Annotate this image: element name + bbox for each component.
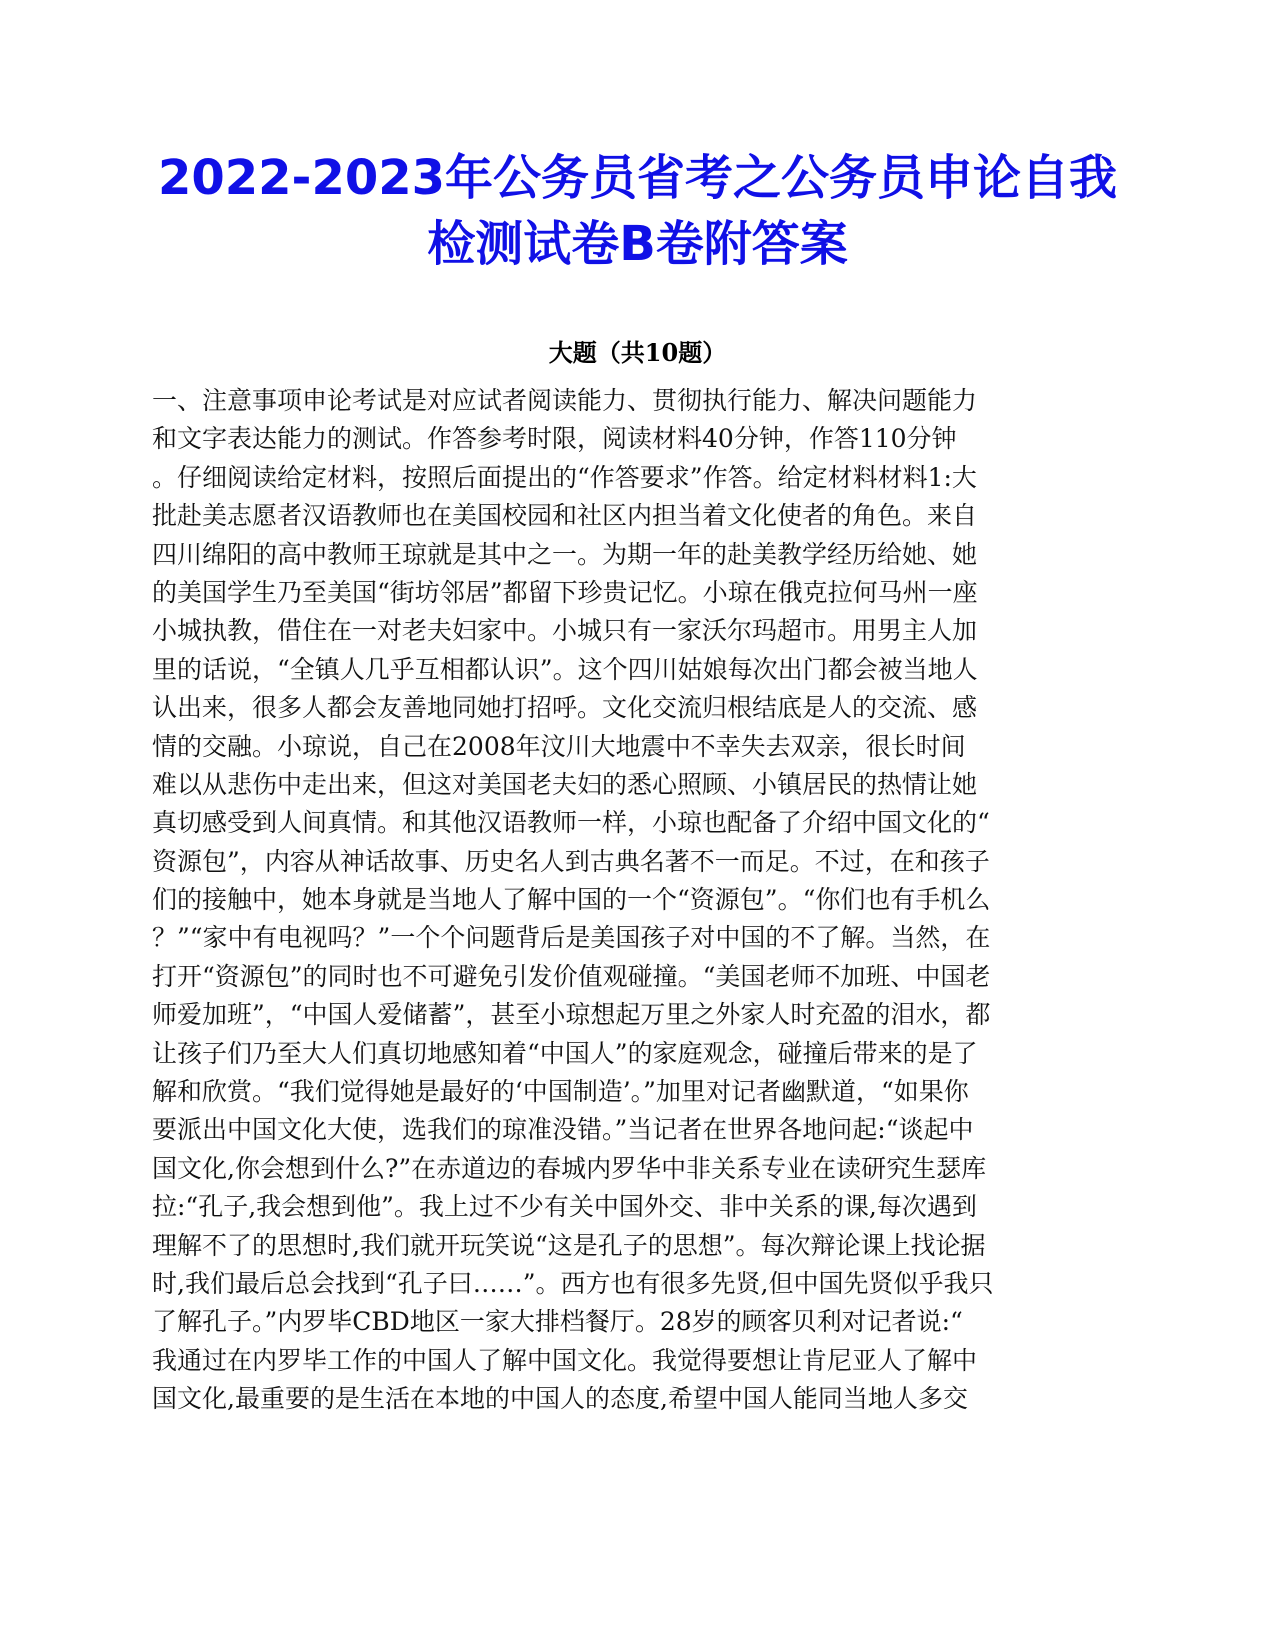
body-text-line: 一、注意事项申论考试是对应试者阅读能力、贯彻执行能力、解决问题能力 (152, 386, 978, 415)
title-line: 检测试卷B卷附答案 (427, 216, 848, 272)
document-title (120, 145, 1155, 277)
body-text-line: 要派出中国文化大使，选我们的琼准没错。”当记者在世界各地问起:“谈起中 (152, 1115, 974, 1145)
body-text-line: 时,我们最后总会找到“孔子曰……”。西方也有很多先贤,但中国先贤似乎我只 (152, 1268, 994, 1298)
body-text-line: 打开“资源包”的同时也不可避免引发价值观碰撞。“美国老师不加班、中国老 (152, 961, 991, 991)
body-text-line: 的美国学生乃至美国“街坊邻居”都留下珍贵记忆。小琼在俄克拉何马州一座 (152, 577, 978, 607)
body-text-line: 让孩子们乃至大人们真切地感知着“中国人”的家庭观念，碰撞后带来的是了 (152, 1038, 978, 1068)
body-text-line: 难以从悲伤中走出来，但这对美国老夫妇的悉心照顾、小镇居民的热情让她 (152, 769, 978, 799)
body-text-line: 国文化,你会想到什么?”在赤道边的春城内罗华中非关系专业在读研究生瑟库 (152, 1153, 987, 1183)
body-text-line: 拉:“孔子,我会想到他”。我上过不少有关中国外交、非中关系的课,每次遇到 (152, 1192, 977, 1222)
body-text-line: 了解孔子。”内罗毕CBD地区一家大排档餐厅。28岁的顾客贝利对记者说:“ (152, 1307, 963, 1337)
body-text-line: ？”“家中有电视吗？”一个个问题背后是美国孩子对中国的不了解。当然，在 (152, 923, 991, 953)
body-text-line: 四川绵阳的高中教师王琼就是其中之一。为期一年的赴美教学经历给她、她 (152, 539, 978, 569)
body-text-line: 小城执教，借住在一对老夫妇家中。小城只有一家沃尔玛超市。用男主人加 (152, 616, 978, 646)
body-text-line: 我通过在内罗毕工作的中国人了解中国文化。我觉得要想让肯尼亚人了解中 (152, 1345, 978, 1375)
body-text-line: 里的话说，“全镇人几乎互相都认识”。这个四川姑娘每次出门都会被当地人 (152, 654, 978, 684)
body-text-line: 解和欣赏。“我们觉得她是最好的‘中国制造’。”加里对记者幽默道，“如果你 (152, 1077, 969, 1107)
body-text-line: 资源包”，内容从神话故事、历史名人到古典名著不一而足。不过，在和孩子 (152, 846, 990, 876)
body-text-line: 国文化,最重要的是生活在本地的中国人的态度,希望中国人能同当地人多交 (152, 1384, 968, 1414)
body-text-line: 理解不了的思想时,我们就开玩笑说“这是孔子的思想”。每次辩论课上找论据 (152, 1230, 986, 1260)
body-text-line: 情的交融。小琼说，自己在2008年汶川大地震中不幸失去双亲，很长时间 (152, 731, 966, 761)
body-text-line: 认出来，很多人都会友善地同她打招呼。文化交流归根结底是人的交流、感 (152, 693, 978, 723)
body-text-line: 师爱加班”，“中国人爱储蓄”，甚至小琼想起万里之外家人时充盈的泪水，都 (152, 1000, 991, 1030)
body-text-line: 真切感受到人间真情。和其他汉语教师一样，小琼也配备了介绍中国文化的“ (152, 808, 990, 838)
title-line: 2022-2023年公务员省考之公务员申论自我 (157, 150, 1118, 206)
section-heading: 大题（共10题） (548, 338, 727, 367)
body-text-line: 。仔细阅读给定材料，按照后面提出的“作答要求”作答。给定材料材料1:大 (152, 462, 977, 492)
body-paragraph (152, 382, 1132, 1419)
body-text-line: 们的接触中，她本身就是当地人了解中国的一个“资源包”。“你们也有手机么 (152, 885, 991, 915)
body-text-line: 和文字表达能力的测试。作答参考时限，阅读材料40分钟，作答110分钟 (152, 424, 957, 454)
body-text-line: 批赴美志愿者汉语教师也在美国校园和社区内担当着文化使者的角色。来自 (152, 501, 978, 531)
